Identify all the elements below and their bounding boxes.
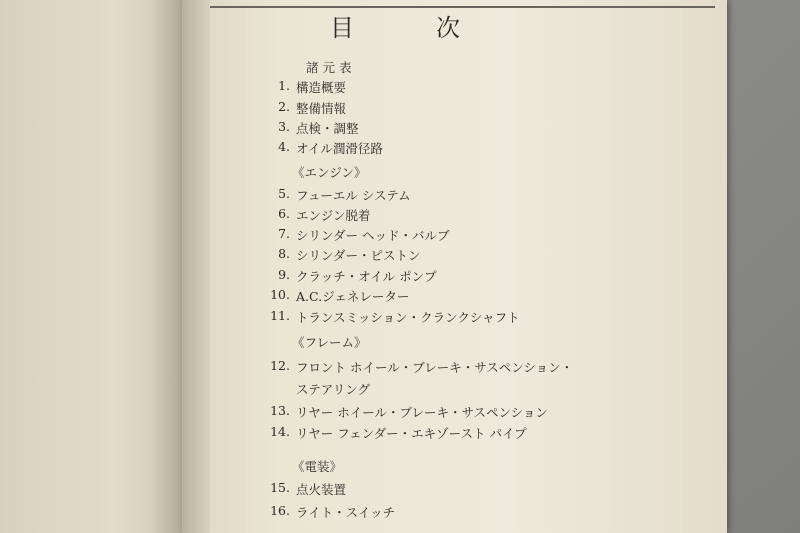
toc-entry-number: 12. — [270, 358, 290, 373]
book-gutter — [150, 0, 210, 533]
toc-entry-text: シリンダー ヘッド・バルブ — [296, 228, 450, 243]
toc-entry-number: 13. — [270, 403, 290, 418]
title-right-char: 次 — [436, 14, 460, 42]
toc-entry-number: 3. — [278, 119, 290, 134]
toc-entry-text: 《エンジン》 — [292, 165, 367, 180]
toc-entry-number: 7. — [278, 226, 290, 241]
title-left-char: 目 — [330, 14, 354, 42]
toc-entry-number: 8. — [278, 246, 290, 261]
toc-entry-text: リヤー ホイール・ブレーキ・サスペンション — [296, 405, 548, 420]
toc-entry-number: 14. — [270, 424, 290, 439]
toc-entry-number: 9. — [278, 267, 290, 282]
toc-entry-text: 整備情報 — [296, 101, 347, 116]
toc-entry-text: クラッチ・オイル ポンプ — [296, 269, 437, 284]
toc-entry-text: フューエル システム — [296, 188, 411, 203]
toc-entry-text: ライト・スイッチ — [296, 505, 396, 520]
toc-entry-text: シリンダー・ピストン — [296, 248, 421, 263]
toc-entry-text: リヤー フェンダー・エキゾースト パイプ — [296, 426, 527, 441]
page-title — [330, 8, 460, 43]
toc-entry-text: オイル潤滑径路 — [296, 141, 383, 156]
toc-entry-number: 2. — [278, 99, 290, 114]
toc-entry-text: 《電装》 — [292, 459, 343, 474]
toc-entry-number: 16. — [270, 503, 290, 518]
toc-entry-number: 4. — [278, 139, 290, 154]
toc-entry-number: 11. — [270, 308, 290, 323]
toc-entry-text: エンジン脱着 — [296, 208, 371, 223]
toc-entry-text: 点火装置 — [296, 482, 347, 497]
toc-entry-text: ステアリング — [296, 382, 371, 397]
toc-entry-number: 5. — [278, 186, 290, 201]
toc-entry-number: 10. — [270, 287, 290, 302]
toc-entry-text: 諸 元 表 — [306, 60, 352, 75]
toc-entry-text: 《フレーム》 — [292, 335, 367, 350]
toc-entry-text: フロント ホイール・ブレーキ・サスペンション・ — [296, 360, 574, 375]
toc-entry-text: 構造概要 — [296, 80, 347, 95]
toc-entry-number: 1. — [278, 78, 290, 93]
toc-entry-number: 6. — [278, 206, 290, 221]
top-rule — [210, 6, 715, 8]
toc-entry-text: A.C.ジェネレーター — [296, 289, 410, 304]
toc-entry-number: 15. — [270, 480, 290, 495]
toc-entry-text: 点検・調整 — [296, 121, 359, 136]
toc-entry-text: トランスミッション・クランクシャフト — [296, 310, 520, 325]
